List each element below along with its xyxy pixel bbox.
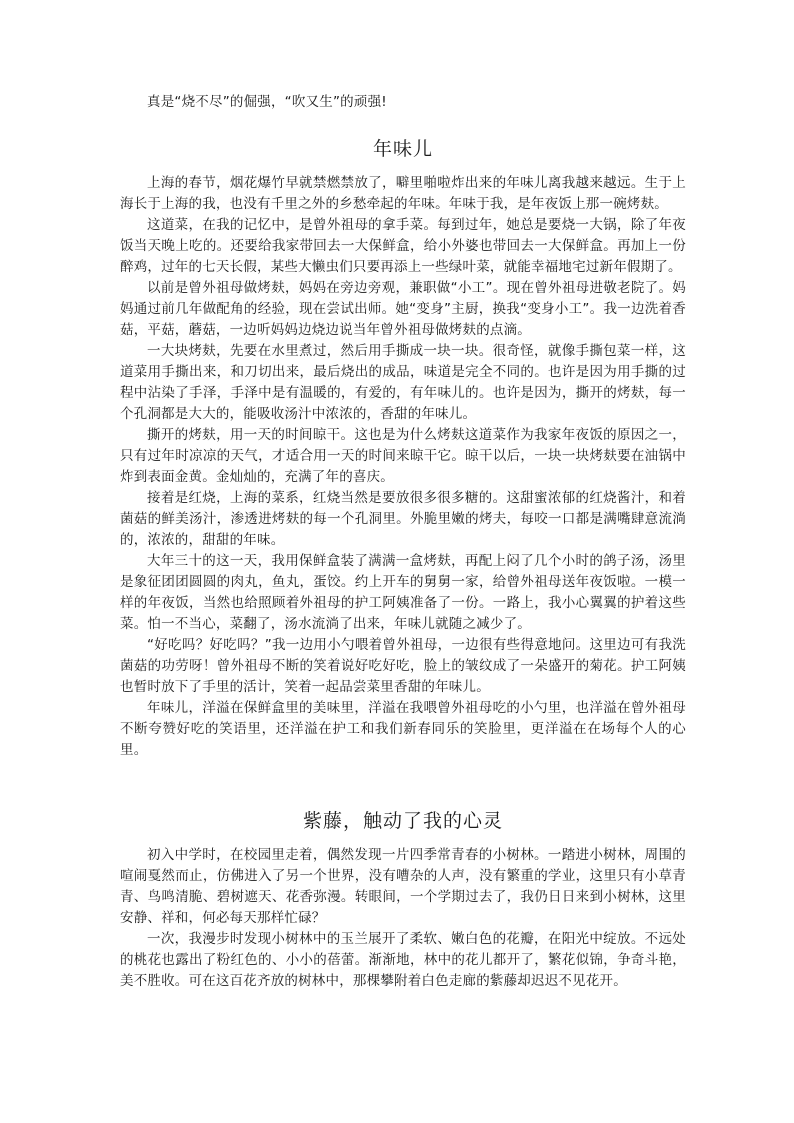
paragraph: 初入中学时，在校园里走着，偶然发现一片四季常青春的小树林。一踏进小树林，周围的喧闹戛然而止，仿佛进入了另一个世界，没有嘈杂的人声，没有繁重的学业，这里只有小草青青、鸟鸣清脆、碧树遮天、花香弥漫。转眼间，一个学期过去了，我仍日日来到小树林，这里安静、祥和，何必每天那样忙碌？ <box>120 847 686 926</box>
paragraph: 接着是红烧，上海的菜系，红烧当然是要放很多很多糖的。这甜蜜浓郁的红烧酱汁，和着菌菇的鲜美汤汁，渗透进烤麸的每一个孔洞里。外脆里嫩的烤夫，每咬一口都是满嘴肆意流淌的，浓浓的，甜甜的年味。 <box>120 490 686 548</box>
paragraph: 大年三十的这一天，我用保鲜盒装了满满一盒烤麸，再配上闷了几个小时的鸽子汤，汤里是象征团团圆圆的肉丸，鱼丸，蛋饺。约上开车的舅舅一家，给曾外祖母送年夜饭啦。一模一样的年夜饭，当然也给照顾着外祖母的护工阿姨准备了一份。一路上，我小心翼翼的护着这些菜。怕一不当心，菜翻了，汤水流淌了出来，年味儿就随之减少了。 <box>120 553 686 632</box>
document-body <box>120 92 686 992</box>
lead-line: 真是“烧不尽”的倔强，“吹又生”的顽强! <box>147 94 387 110</box>
paragraph: “好吃吗？好吃吗？”我一边用小勺喂着曾外祖母，一边很有些得意地问。这里边可有我洗菌菇的功劳呀！曾外祖母不断的笑着说好吃好吃，脸上的皱纹成了一朵盛开的菊花。护工阿姨也暂时放下了手里的活计，笑着一起品尝菜里香甜的年味儿。 <box>120 637 686 695</box>
paragraph: 年味儿，洋溢在保鲜盒里的美味里，洋溢在我喂曾外祖母吃的小勺里，也洋溢在曾外祖母不断夸赞好吃的笑语里，还洋溢在护工和我们新春同乐的笑脸里，更洋溢在在场每个人的心里。 <box>120 700 686 758</box>
paragraph: 一次，我漫步时发现小树林中的玉兰展开了柔软、嫩白色的花瓣，在阳光中绽放。不远处的桃花也露出了粉红色的、小小的蓓蕾。渐渐地，林中的花儿都开了，繁花似锦，争奇斗艳，美不胜收。可在这百花齐放的树林中，那棵攀附着白色走廊的紫藤却迟迟不见花开。 <box>120 931 686 989</box>
section-2-body <box>120 845 686 992</box>
section-title-nianweier: 年味儿 <box>372 138 433 160</box>
paragraph: 这道菜，在我的记忆中，是曾外祖母的拿手菜。每到过年，她总是要烧一大锅，除了年夜饭当天晚上吃的。还要给我家带回去一大保鲜盒，给小外婆也带回去一大保鲜盒。再加上一份醉鸡，过年的七天长假，某些大懒虫们只要再添上一些绿叶菜，就能幸福地宅过新年假期了。 <box>120 217 686 275</box>
paragraph: 撕开的烤麸，用一天的时间晾干。这也是为什么烤麸这道菜作为我家年夜饭的原因之一，只有过年时凉凉的天气，才适合用一天的时间来晾干它。晾干以后，一块一块烤麸要在油锅中炸到表面金黄。金灿灿的，充满了年的喜庆。 <box>120 427 686 485</box>
paragraph: 以前是曾外祖母做烤麸，妈妈在旁边旁观，兼职做“小工”。现在曾外祖母进敬老院了。妈妈通过前几年做配角的经验，现在尝试出师。她“变身”主厨，换我“变身小工”。我一边洗着香菇，平菇，蘑菇，一边听妈妈边烧边说当年曾外祖母做烤麸的点滴。 <box>120 280 686 338</box>
section-title-wisteria: 紫藤，触动了我的心灵 <box>302 810 503 832</box>
paragraph: 一大块烤麸，先要在水里煮过，然后用手撕成一块一块。很奇怪，就像手撕包菜一样，这道菜用手撕出来，和刀切出来，最后烧出的成品，味道是完全不同的。也许是因为用手撕的过程中沾染了手泽，手泽中是有温暖的，有爱的，有年味儿的。也许是因为，撕开的烤麸，每一个孔洞都是大大的，能吸收汤汁中浓浓的，香甜的年味儿。 <box>120 343 686 422</box>
section-1-body <box>120 173 686 761</box>
paragraph: 上海的春节，烟花爆竹早就禁燃禁放了，噼里啪啦炸出来的年味儿离我越来越远。生于上海长于上海的我，也没有千里之外的乡愁牵起的年味。年味于我，是年夜饭上那一碗烤麸。 <box>120 175 686 212</box>
